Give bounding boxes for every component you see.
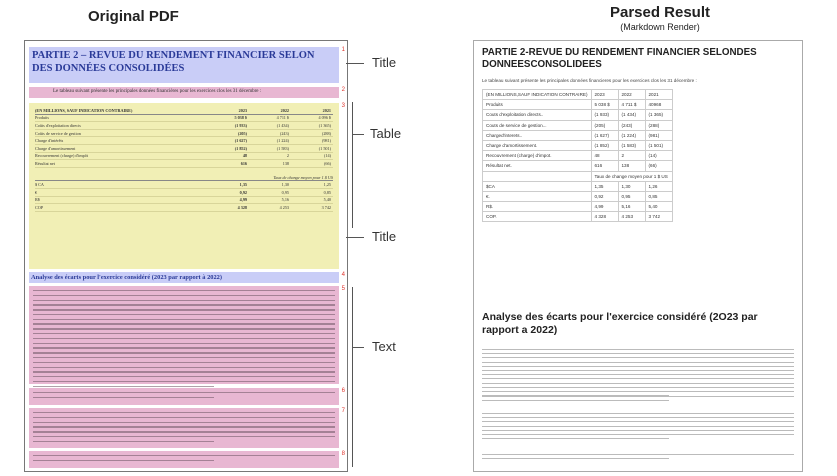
cell: (1 434) <box>618 110 645 120</box>
text-line <box>33 304 335 305</box>
label-table: Table <box>370 126 402 141</box>
md-table-row <box>483 130 673 140</box>
region-number-5: 5 <box>341 286 345 292</box>
parsed-result-panel <box>473 40 803 472</box>
cell: (1 583) <box>276 145 289 151</box>
text-line <box>482 434 794 435</box>
pdf-table <box>35 107 333 212</box>
cell: 5,16 <box>618 202 645 212</box>
cell: 2 <box>618 151 645 161</box>
label-title-1: Title <box>372 55 397 70</box>
text-line <box>482 438 669 439</box>
cell: (1 224) <box>618 130 645 140</box>
text-region-8 <box>29 451 345 468</box>
cell: (1 501) <box>645 140 672 150</box>
cell: (1 627) <box>234 138 247 144</box>
cell: 1,25 <box>323 182 331 188</box>
text-line <box>33 412 335 413</box>
cell: 1,30 <box>281 182 289 188</box>
cell: 0,85 <box>323 189 331 195</box>
cell: 2023 <box>591 90 618 100</box>
cell: 4,99 <box>239 197 247 203</box>
md-intro: Le tableau suivant présente les principales données financieres pour les exercices clos les 31 décembre : <box>482 78 697 83</box>
cell: (1 627) <box>591 130 618 140</box>
pdf-table-row <box>35 153 333 161</box>
text-line <box>33 431 335 432</box>
md-section-title: Analyse des écarts pour l'exercice considéré (2O23 par rapport a 2022) <box>482 311 758 336</box>
cell: 1,35 <box>591 181 618 191</box>
cell: $CA <box>483 181 592 191</box>
text-line <box>482 396 794 397</box>
cell: 0,92 <box>239 189 247 195</box>
text-line <box>33 397 214 398</box>
pdf-table-header <box>35 107 333 115</box>
text-line <box>33 352 335 353</box>
cell: R$ <box>35 197 40 203</box>
cell: Charge d'amortissement. <box>483 140 592 150</box>
cell: 1,30 <box>618 181 645 191</box>
text-line <box>482 454 794 455</box>
region-number-4: 4 <box>341 272 345 278</box>
cell: (1 583) <box>618 140 645 150</box>
cell: 4 253 <box>279 204 289 210</box>
text-line <box>482 362 794 363</box>
original-pdf-heading: Original PDF <box>88 8 179 25</box>
cell: Recouvrement (charge) d'impot. <box>483 151 592 161</box>
md-paragraph-1 <box>482 349 794 399</box>
text-line <box>33 386 214 387</box>
cell: (66) <box>324 160 331 166</box>
cell: 4 096 $ <box>318 115 331 121</box>
parsed-result-title: Parsed Result <box>609 4 711 21</box>
connector-title-1 <box>346 63 364 64</box>
cell: 0,95 <box>281 189 289 195</box>
cell: (981) <box>645 130 672 140</box>
cell <box>483 171 592 181</box>
cell: COP <box>35 204 44 210</box>
text-line <box>482 426 794 427</box>
cell: (1 933) <box>591 110 618 120</box>
text-region-6 <box>29 388 345 405</box>
cell: 4 328 <box>591 212 618 222</box>
region-number-7: 7 <box>341 408 345 414</box>
text-line <box>482 349 794 350</box>
label-text: Text <box>372 339 396 354</box>
cell: 4 711 $ <box>618 100 645 110</box>
md-table-row <box>483 191 673 201</box>
cell: (288) <box>321 130 331 136</box>
pdf-rate-note: Taux de change moyen pour 1 $ US <box>35 174 333 182</box>
text-line <box>33 357 335 358</box>
cell: Charge d'amortissement <box>35 145 76 151</box>
cell: Charge d'intérêts <box>35 138 64 144</box>
pdf-intro: Le tableau suivant présente les principales données financières pour les exercices clos les 31 décembre : <box>53 89 262 94</box>
cell: 4 711 $ <box>276 115 289 121</box>
original-pdf-panel <box>24 40 348 472</box>
cell: 138 <box>618 161 645 171</box>
text-line <box>33 295 335 296</box>
text-line <box>33 323 335 324</box>
cell: (66) <box>645 161 672 171</box>
cell: (1 224) <box>276 138 289 144</box>
text-line <box>33 455 335 456</box>
text-line <box>33 300 335 301</box>
md-table-row <box>483 151 673 161</box>
cell: 40968 <box>645 100 672 110</box>
cell: 1,26 <box>645 181 672 191</box>
text-line <box>482 353 794 354</box>
text-lines <box>33 455 335 465</box>
title-region-4 <box>29 272 345 283</box>
text-line <box>482 378 794 379</box>
text-line <box>33 319 335 320</box>
cell: 5,40 <box>323 197 331 203</box>
text-line <box>33 338 335 339</box>
pdf-table-row <box>35 197 333 205</box>
pdf-table-row <box>35 204 333 212</box>
cell: 48 <box>591 151 618 161</box>
table-region-3 <box>29 103 345 269</box>
cell: (EN MILLIONS,SAUF INDICATION CONTRAIRE) <box>483 90 592 100</box>
cell: 138 <box>282 160 289 166</box>
text-line <box>33 426 335 427</box>
text-line <box>33 343 335 344</box>
pdf-table-row <box>35 115 333 123</box>
region-number-3: 3 <box>341 103 345 109</box>
region-number-2: 2 <box>341 87 345 93</box>
text-line <box>33 290 335 291</box>
text-line <box>482 413 794 414</box>
cell: (14) <box>645 151 672 161</box>
region-number-6: 6 <box>341 388 345 394</box>
md-table-header <box>483 90 673 100</box>
cell: R$. <box>483 202 592 212</box>
text-line <box>482 391 794 392</box>
cell: COP. <box>483 212 592 222</box>
text-line <box>33 371 335 372</box>
pdf-title: PARTIE 2 – REVUE DU RENDEMENT FINANCIER SELON DES DONNÉES CONSOLIDÉES <box>32 50 315 74</box>
region-number-1: 1 <box>341 47 345 53</box>
md-table-row <box>483 161 673 171</box>
cell: Recouvrement (charge) d'impôt <box>35 153 89 159</box>
md-table-row <box>483 140 673 150</box>
cell: 5 038 $ <box>234 115 247 121</box>
cell: 0,95 <box>618 191 645 201</box>
pdf-table-row <box>35 137 333 145</box>
text-line <box>482 383 794 384</box>
text-line <box>33 333 335 334</box>
connector-title-2 <box>346 237 364 238</box>
md-table-row <box>483 100 673 110</box>
text-line <box>33 441 214 442</box>
text-region-7 <box>29 408 345 448</box>
cell: Produits <box>35 115 49 121</box>
cell: 1,35 <box>239 182 247 188</box>
cell: € <box>35 189 38 195</box>
text-line <box>482 417 794 418</box>
pdf-table-row <box>35 130 333 138</box>
md-rate-note-row <box>483 171 673 181</box>
text-line <box>33 376 335 377</box>
text-line <box>33 436 335 437</box>
text-line <box>33 417 335 418</box>
cell: 616 <box>591 161 618 171</box>
cell: 3 742 <box>645 212 672 222</box>
text-line <box>33 460 214 461</box>
text-line <box>482 458 669 459</box>
text-lines <box>33 290 335 381</box>
connector-table <box>352 134 364 135</box>
cell: 2 <box>286 153 289 159</box>
text-line <box>482 366 794 367</box>
pdf-table-row <box>35 122 333 130</box>
cell: Couts de service de gestion... <box>483 120 592 130</box>
cell: 616 <box>240 160 247 166</box>
cell: (205) <box>591 120 618 130</box>
cell: $ CA <box>35 182 44 188</box>
cell: (288) <box>645 120 672 130</box>
cell: 4,99 <box>591 202 618 212</box>
md-paragraph-4 <box>482 454 794 462</box>
cell: 2023 <box>238 107 247 113</box>
cell: (1 852) <box>591 140 618 150</box>
md-table-row <box>483 181 673 191</box>
text-line <box>482 400 669 401</box>
cell: Coûts d'exploitation directs <box>35 122 81 128</box>
cell: 4 253 <box>618 212 645 222</box>
text-line <box>482 370 794 371</box>
text-line <box>33 381 335 382</box>
text-line <box>33 314 335 315</box>
md-rate-note: Taux de change moyen pour 1 $ US <box>591 171 672 181</box>
text-line <box>33 309 335 310</box>
cell: 5,16 <box>281 197 289 203</box>
cell: €. <box>483 191 592 201</box>
text-line <box>33 422 335 423</box>
cell: (1 365) <box>645 110 672 120</box>
text-line <box>33 328 335 329</box>
text-region-2 <box>29 87 345 98</box>
cell: 0,85 <box>645 191 672 201</box>
parsed-result-subtitle: (Markdown Render) <box>620 22 700 32</box>
cell: (243) <box>618 120 645 130</box>
cell: (EN MILLIONS, SAUF INDICATION CONTRAIRE) <box>35 107 133 113</box>
text-bracket <box>352 287 353 467</box>
cell: Résultat net. <box>483 161 592 171</box>
text-line <box>482 387 794 388</box>
text-line <box>33 362 335 363</box>
cell: Couts d'exploitation directs.. <box>483 110 592 120</box>
parsed-result-heading <box>585 4 735 32</box>
md-table-row <box>483 120 673 130</box>
cell: (205) <box>237 130 247 136</box>
md-paragraph-3 <box>482 413 794 442</box>
text-line <box>482 430 794 431</box>
cell: (1 933) <box>234 122 247 128</box>
cell: 5,40 <box>645 202 672 212</box>
md-paragraph-2 <box>482 396 794 404</box>
cell: (1 501) <box>318 145 331 151</box>
cell: Résultat net <box>35 160 55 166</box>
table-bracket <box>352 102 353 228</box>
cell: Produits <box>483 100 592 110</box>
cell: (1 365) <box>318 122 331 128</box>
cell: 2021 <box>645 90 672 100</box>
cell: (14) <box>324 153 331 159</box>
text-lines <box>33 412 335 445</box>
pdf-table-row <box>35 181 333 189</box>
cell: Charged'interets.. <box>483 130 592 140</box>
text-lines <box>33 392 335 402</box>
cell: 2021 <box>322 107 331 113</box>
md-table <box>482 89 673 222</box>
cell: 2022 <box>618 90 645 100</box>
text-line <box>33 392 335 393</box>
pdf-table-row <box>35 145 333 153</box>
md-table-row <box>483 212 673 222</box>
text-region-5 <box>29 286 345 384</box>
md-title: PARTIE 2-REVUE DU RENDEMENT FINANCIER SELONDES DONNEESCONSOLIDEES <box>482 47 757 70</box>
cell: (243) <box>279 130 289 136</box>
pdf-section-title: Analyse des écarts pour l'exercice considéré (2023 par rapport à 2022) <box>31 274 222 281</box>
pdf-table-row <box>35 189 333 197</box>
cell: 0,92 <box>591 191 618 201</box>
cell: 48 <box>242 153 247 159</box>
cell: 4 328 <box>237 204 247 210</box>
text-line <box>33 347 335 348</box>
title-region-1 <box>29 47 345 83</box>
text-line <box>33 367 335 368</box>
text-line <box>482 374 794 375</box>
cell: 5 038 $ <box>591 100 618 110</box>
cell: 2022 <box>280 107 289 113</box>
region-number-8: 8 <box>341 451 345 457</box>
label-title-2: Title <box>372 229 397 244</box>
cell: (1 434) <box>276 122 289 128</box>
cell: (1 852) <box>234 145 247 151</box>
cell: 3 742 <box>321 204 331 210</box>
cell: Coûts de service de gestion <box>35 130 81 136</box>
md-table-row <box>483 110 673 120</box>
text-line <box>482 357 794 358</box>
text-line <box>482 421 794 422</box>
cell: (981) <box>321 138 331 144</box>
md-table-row <box>483 202 673 212</box>
pdf-table-row <box>35 160 333 168</box>
connector-text <box>352 347 364 348</box>
